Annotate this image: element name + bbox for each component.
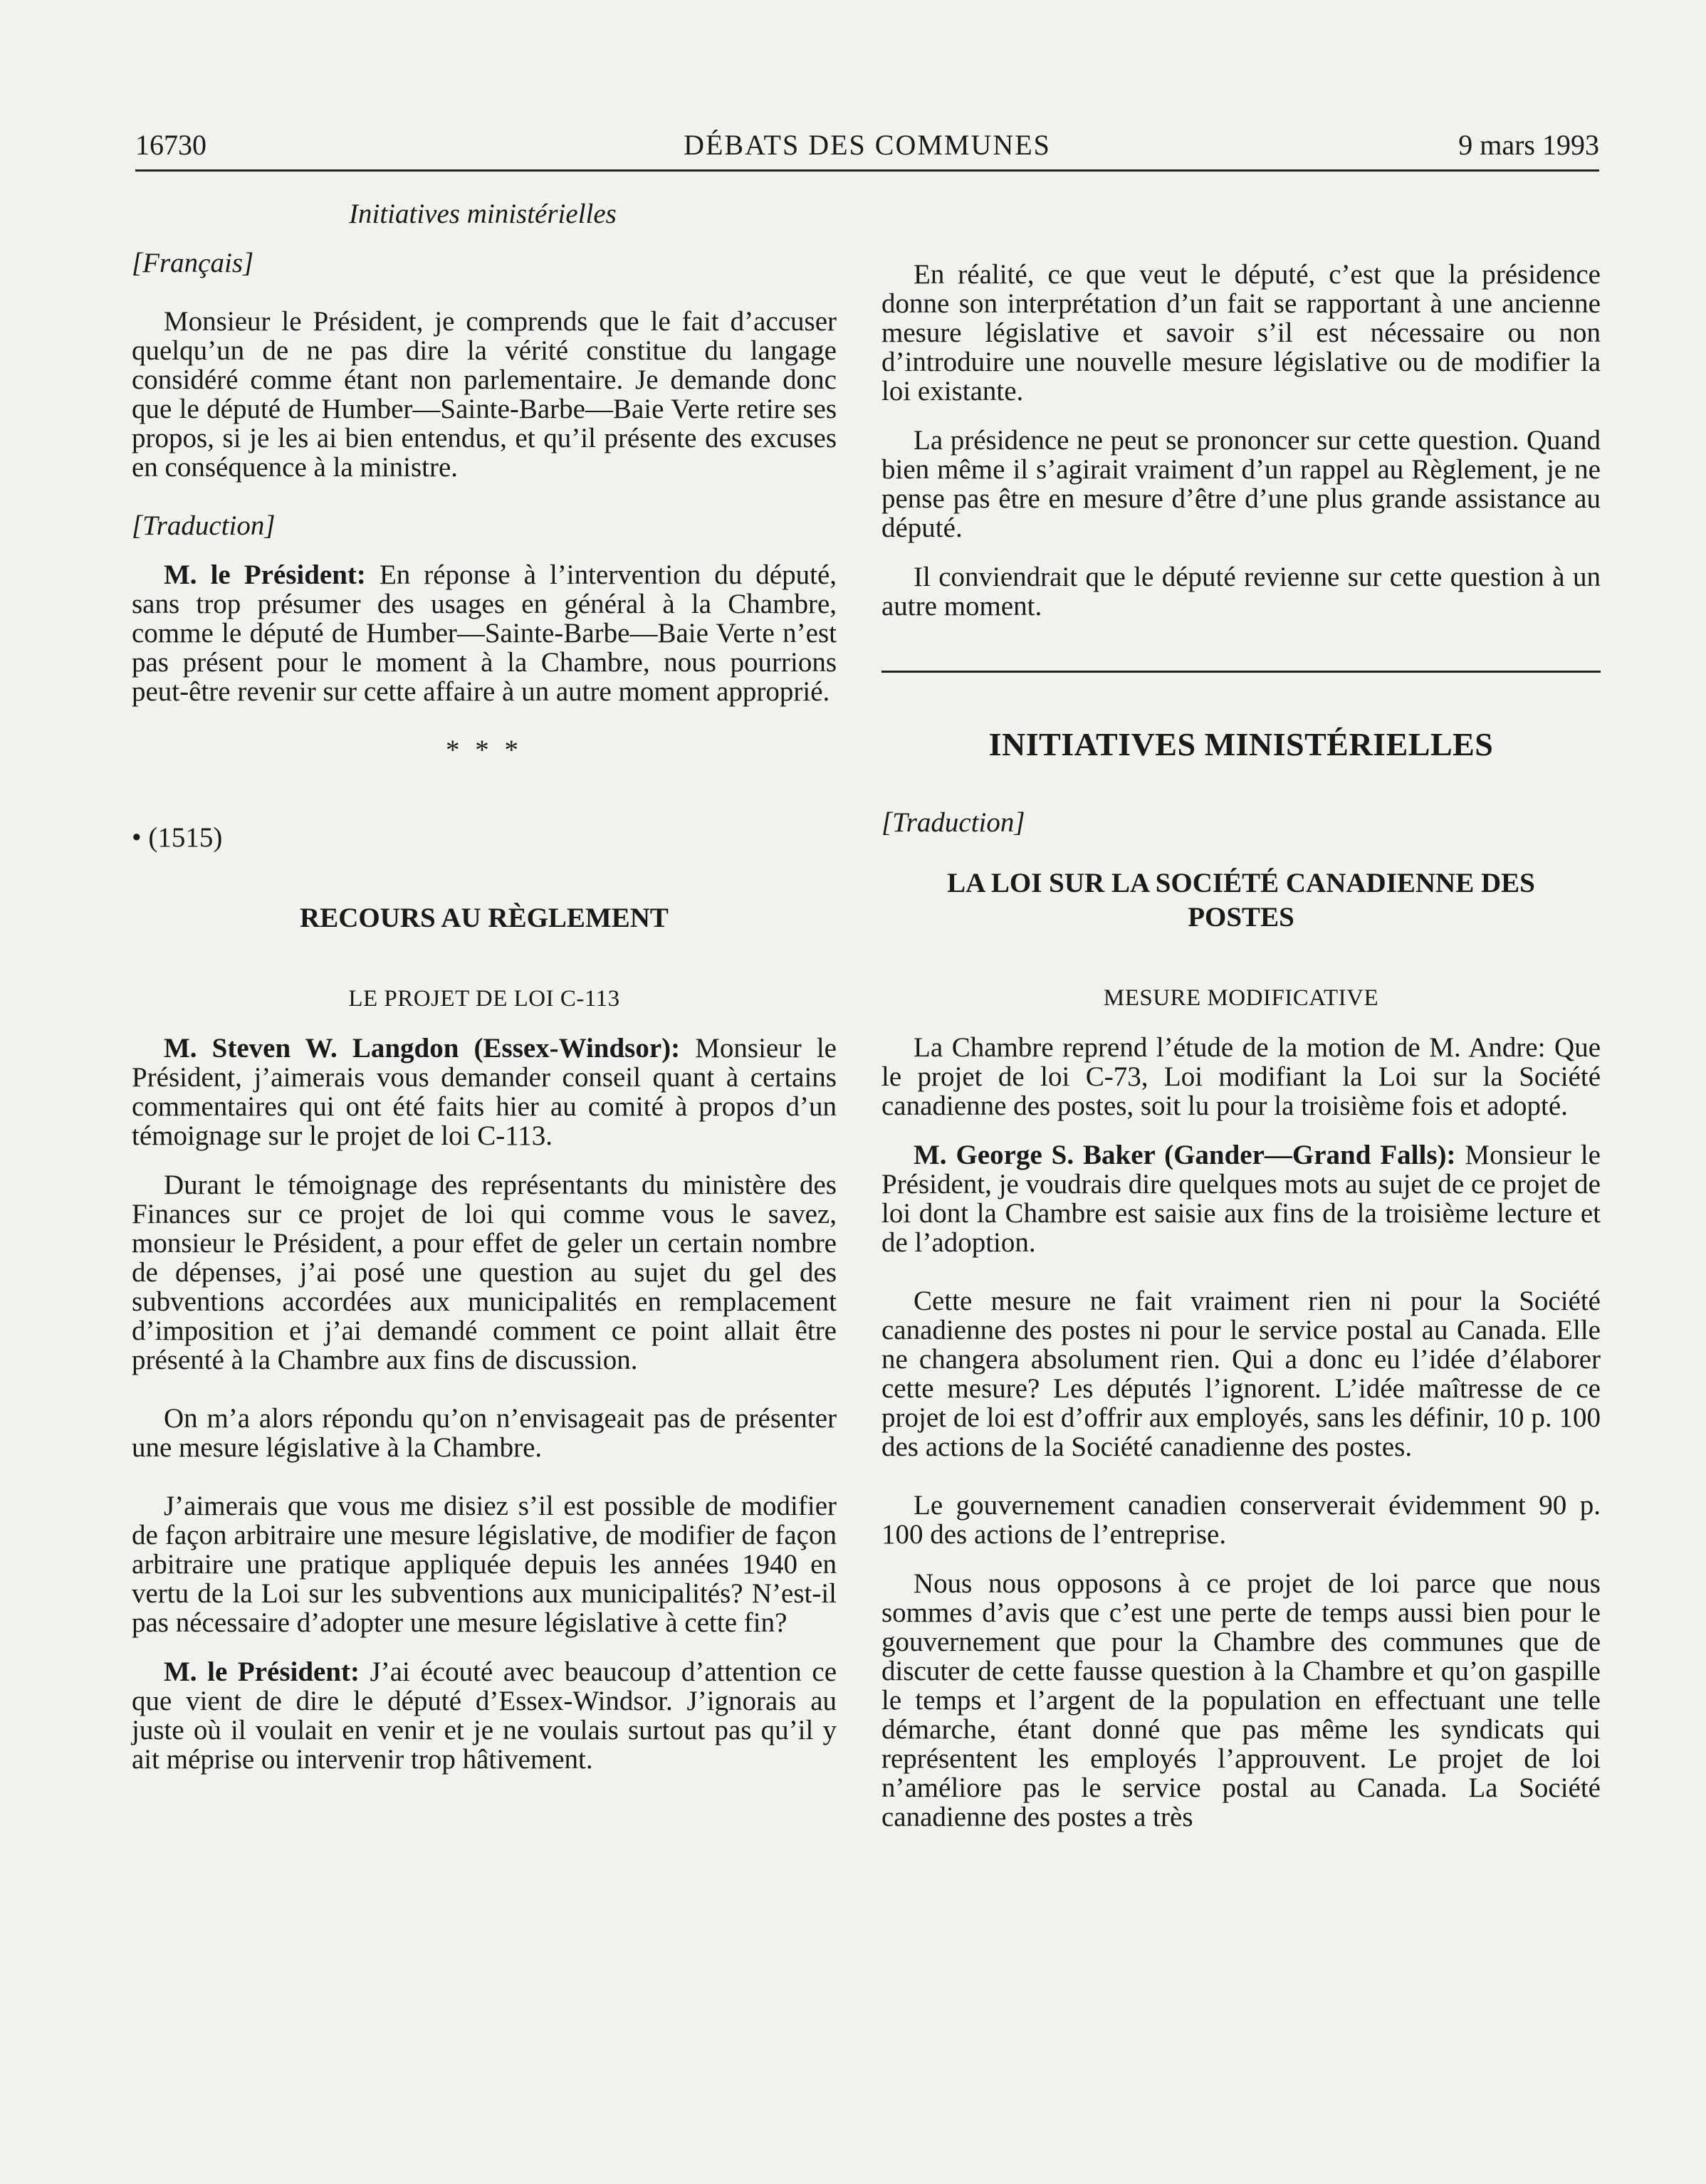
language-tag-francais: [Français] — [132, 248, 254, 278]
paragraph: J’aimerais que vous me disiez s’il est possible de modifier de façon arbitraire une mesure législative, de modifier de façon arbitraire une pratique appliquée depuis les années 1940 en vertu de la Loi sur les subventions aux municipalités? N’est-il pas nécessaire d’adopter une mesure législative à cette fin? — [132, 1491, 837, 1638]
paragraph: La présidence ne peut se prononcer sur cette question. Quand bien même il s’agirait vraiment d’un rappel au Règlement, je ne pense pas être en mesure d’être d’une plus grande assistance au député. — [881, 425, 1601, 543]
section-separator: * * * — [446, 735, 523, 765]
speech-text: J’ai écouté avec beaucoup d’attention ce que vient de dire le député d’Essex-Windsor. J’ignorais au juste où il voulait en venir et je ne voulais surtout pas qu’il y ait méprise ou intervenir trop hâtivement. — [132, 1657, 837, 1775]
page-header — [135, 127, 1599, 172]
page-number: 16730 — [135, 129, 206, 161]
paragraph: La Chambre reprend l’étude de la motion de M. Andre: Que le projet de loi C-73, Loi modifiant la Loi sur la Société canadienne des postes, soit lu pour la troisième fois et adopté. — [881, 1032, 1601, 1121]
paragraph: Monsieur le Président, je comprends que le fait d’accuser quelqu’un de ne pas dire la vérité constitue du langage considéré comme étant non parlementaire. Je demande donc que le député de Humber—Sainte-Barbe—Baie Verte retire ses propos, si je les ai bien entendus, et qu’il présente des excuses en conséquence à la ministre. — [132, 306, 837, 483]
section-title: INITIATIVES MINISTÉRIELLES — [988, 726, 1494, 762]
paragraph: On m’a alors répondu qu’on n’envisageait pas de présenter une mesure législative à la Chambre. — [132, 1403, 837, 1463]
left-column — [132, 199, 837, 1774]
paragraph: Nous nous opposons à ce projet de loi parce que nous sommes d’avis que c’est une perte de temps aussi bien pour le gouvernement que pour la Chambre des communes que de discuter de cette fausse question à la Chambre et qu’on gaspille le temps et l’argent de la population en effectuant une telle démarche, étant donné que pas même les syndicats qui représentent les employés l’approuvent. Le projet de loi n’améliore pas le service postal au Canada. La Société canadienne des postes a très — [881, 1568, 1601, 1832]
subsection-title: LE PROJET DE LOI C-113 — [348, 986, 620, 1012]
speaker-name: M. le Président: — [164, 560, 366, 590]
paragraph: Cette mesure ne fait vraiment rien ni pour la Société canadienne des postes ni pour le service postal au Canada. Elle ne changera absolument rien. Qui a donc eu l’idée d’élaborer cette mesure? Les députés l’ignorent. L’idée maîtresse de ce projet de loi est d’offrir aux employés, sans les définir, 10 p. 100 des actions de la Société canadienne des postes. — [881, 1286, 1601, 1462]
speaker-name: M. le Président: — [164, 1657, 360, 1687]
paragraph: Le gouvernement canadien conserverait évidemment 90 p. 100 des actions de l’entreprise. — [881, 1490, 1601, 1550]
time-marker: • (1515) — [132, 822, 223, 853]
page-date: 9 mars 1993 — [1458, 129, 1599, 161]
right-column — [881, 260, 1601, 1832]
paragraph: Il conviendrait que le député revienne sur cette question à un autre moment. — [881, 562, 1601, 621]
language-tag-traduction: [Traduction] — [881, 807, 1025, 838]
paragraph — [881, 1140, 1601, 1257]
subsubsection-title: MESURE MODIFICATIVE — [1103, 985, 1379, 1011]
paragraph — [132, 560, 837, 706]
publication-title: DÉBATS DES COMMUNES — [684, 129, 1051, 161]
paragraph: Durant le témoignage des représentants du ministère des Finances sur ce projet de loi qui comme vous le savez, monsieur le Président, a pour effet de geler un certain nombre de dépenses, j’ai posé une question au sujet du gel des subventions accordées aux municipalités en remplacement d’imposition et j’ai demandé comment ce point allait être présenté à la Chambre aux fins de discussion. — [132, 1170, 837, 1375]
running-head: Initiatives ministérielles — [349, 199, 617, 229]
speech-text: Monsieur le Président, j’aimerais vous demander conseil quant à certains commentaires qui ont été faits hier au comité à propos d’un témoignage sur le projet de loi C-113. — [132, 1033, 837, 1151]
subsection-title: LA LOI SUR LA SOCIÉTÉ CANADIENNE DES POSTES — [947, 868, 1535, 933]
speaker-name: M. Steven W. Langdon (Essex-Windsor): — [164, 1033, 681, 1064]
speech-text: En réponse à l’intervention du député, sans trop présumer des usages en général à la Chambre, comme le député de Humber—Sainte-Barbe—Baie Verte n’est pas présent pour le moment à la Chambre, nous pourrions peut-être revenir sur cette affaire à un autre moment approprié. — [132, 560, 837, 707]
paragraph — [132, 1034, 837, 1150]
speech-text: Monsieur le Président, je voudrais dire quelques mots au sujet de ce projet de loi dont la Chambre est saisie aux fins de la troisième lecture et de l’adoption. — [881, 1140, 1601, 1258]
speaker-name: M. George S. Baker (Gander—Grand Falls): — [914, 1140, 1456, 1170]
section-title: RECOURS AU RÈGLEMENT — [300, 903, 669, 933]
language-tag-traduction: [Traduction] — [132, 510, 276, 541]
paragraph — [132, 1657, 837, 1774]
paragraph: En réalité, ce que veut le député, c’est que la présidence donne son interprétation d’un fait se rapportant à une ancienne mesure législative et savoir s’il est nécessaire ou non d’introduire une nouvelle mesure législative ou de modifier la loi existante. — [881, 259, 1601, 406]
